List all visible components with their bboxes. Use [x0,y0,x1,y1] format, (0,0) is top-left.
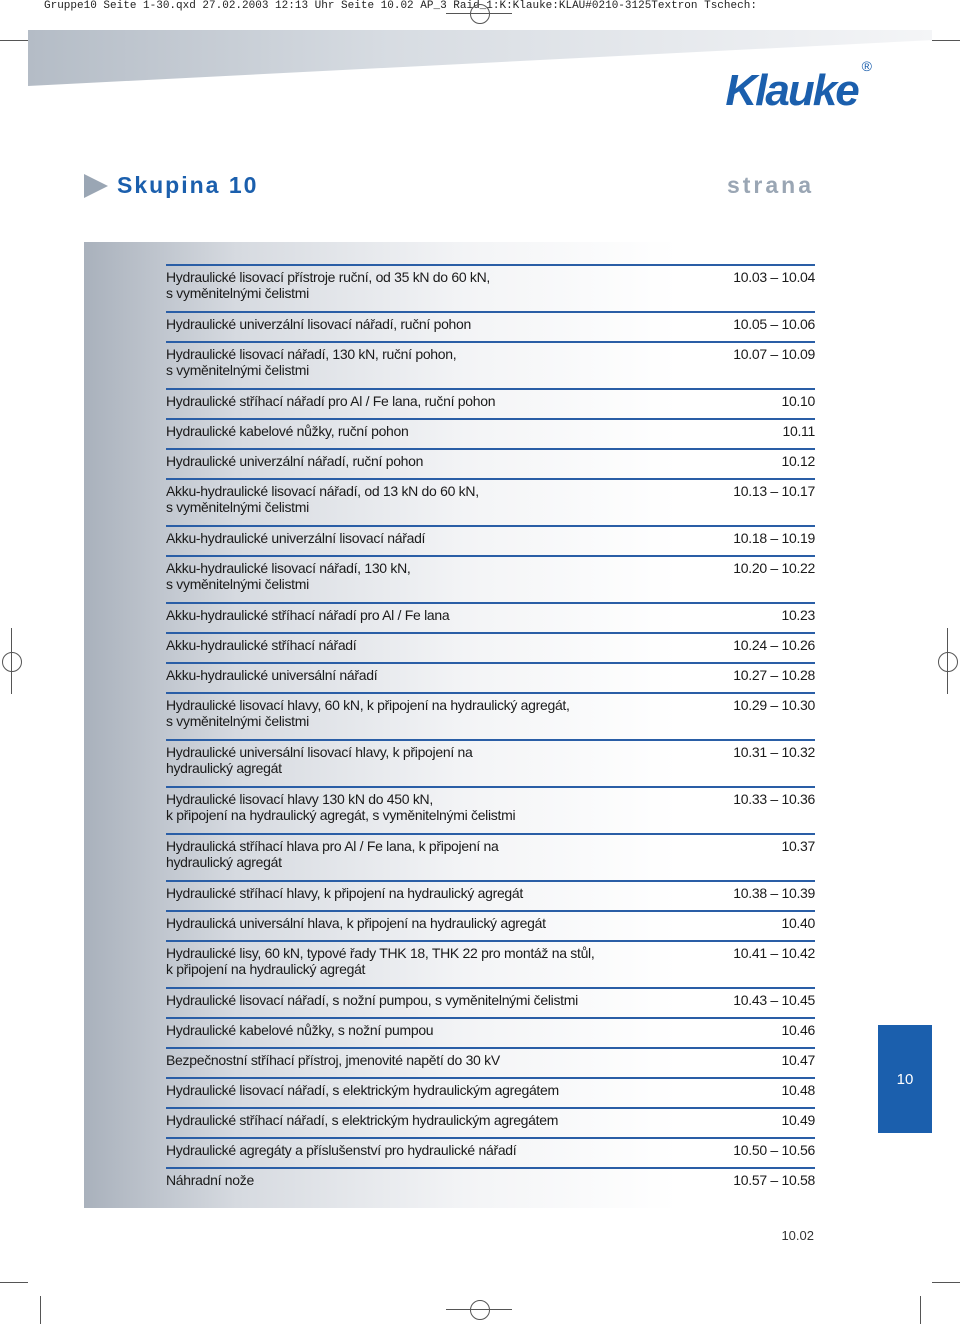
arrow-right-icon [84,174,108,198]
toc-entry-label: Hydraulické lisovací hlavy 130 kN do 450 kN, k připojení na hydraulický agregát, s vyměnitelnými čelistmi [166,791,516,823]
registered-mark: ® [861,58,870,75]
toc-entry-page: 10.43 – 10.45 [733,992,815,1008]
toc-entry-page: 10.12 [781,453,815,469]
toc-row [166,1017,815,1047]
toc-entry-page: 10.46 [781,1022,815,1038]
registration-mark-icon [470,1300,490,1320]
toc-entry-page: 10.49 [781,1112,815,1128]
toc-entry-label: Hydraulické lisovací nářadí, s elektrickým hydraulickým agregátem [166,1082,559,1098]
registration-mark-icon [470,4,490,24]
registration-crosshair [446,13,512,14]
registration-crosshair [947,628,948,694]
toc-entry-page: 10.07 – 10.09 [733,346,815,362]
toc-row [166,662,815,692]
toc-row [166,388,815,418]
toc-row [166,341,815,388]
toc-entry-label: Hydraulické lisovací hlavy, 60 kN, k připojení na hydraulický agregát, s vyměnitelnými čelistmi [166,697,570,729]
toc-row [166,264,815,311]
toc-entry-page: 10.38 – 10.39 [733,885,815,901]
toc-row [166,739,815,786]
toc-entry-label: Hydraulické stříhací nářadí, s elektrickým hydraulickým agregátem [166,1112,559,1128]
toc-entry-page: 10.13 – 10.17 [733,483,815,499]
registration-crosshair [446,1309,512,1310]
toc-entry-page: 10.57 – 10.58 [733,1172,815,1188]
trim-mark [932,1282,960,1283]
registration-crosshair [11,628,12,694]
toc-entry-page: 10.24 – 10.26 [733,637,815,653]
section-tab-label: 10 [896,1070,914,1088]
toc-entry-label: Hydraulické lisy, 60 kN, typové řady THK 18, THK 22 pro montáž na stůl, k připojení na hydraulický agregát [166,945,595,977]
toc-entry-label: Akku-hydraulické universální nářadí [166,667,378,683]
toc-entry-page: 10.41 – 10.42 [733,945,815,961]
toc-row [166,1077,815,1107]
toc-entry-label: Akku-hydraulické stříhací nářadí [166,637,357,653]
toc-entry-label: Akku-hydraulické univerzální lisovací nářadí [166,530,426,546]
print-slug-line: Gruppe10 Seite 1-30.qxd 27.02.2003 12:13 Uhr Seite 10.02 AP_3 Raid_1:K:Klauke:KLAU#0210-3125Textron Tschech: [44,0,757,12]
toc-row [166,786,815,833]
toc-entry-page: 10.31 – 10.32 [733,744,815,760]
registration-mark-icon [938,652,958,672]
toc-row [166,1137,815,1167]
toc-entry-page: 10.47 [781,1052,815,1068]
toc-entry-page: 10.50 – 10.56 [733,1142,815,1158]
trim-mark [0,40,28,41]
toc-entry-page: 10.11 [782,423,815,439]
toc-entry-label: Hydraulické stříhací hlavy, k připojení na hydraulický agregát [166,885,523,901]
toc-entry-label: Hydraulické kabelové nůžky, s nožní pumpou [166,1022,434,1038]
toc-row [166,940,815,987]
toc-entry-page: 10.33 – 10.36 [733,791,815,807]
toc-entry-page: 10.10 [781,393,815,409]
toc-entry-label: Hydraulické stříhací nářadí pro Al / Fe lana, ruční pohon [166,393,496,409]
page-column-label: strana [726,172,814,198]
toc-entry-label: Hydraulické lisovací nářadí, 130 kN, ruční pohon, s vyměnitelnými čelistmi [166,346,457,378]
toc-row [166,525,815,555]
toc-row [166,478,815,525]
toc-entry-page: 10.03 – 10.04 [733,269,815,285]
toc-entry-label: Hydraulické lisovací přístroje ruční, od 35 kN do 60 kN, s vyměnitelnými čelistmi [166,269,491,301]
toc-entry-page: 10.05 – 10.06 [733,316,815,332]
toc-entry-page: 10.20 – 10.22 [733,560,815,576]
toc-entry-page: 10.18 – 10.19 [733,530,815,546]
toc-row [166,602,815,632]
toc-entry-label: Hydraulické universální lisovací hlavy, k připojení na hydraulický agregát [166,744,473,776]
toc-entry-label: Hydraulické lisovací nářadí, s nožní pumpou, s vyměnitelnými čelistmi [166,992,578,1008]
toc-entry-label: Akku-hydraulické lisovací nářadí, od 13 kN do 60 kN, s vyměnitelnými čelistmi [166,483,479,515]
trim-mark [40,1296,41,1324]
toc-row [166,833,815,880]
toc-row [166,1167,815,1197]
toc-row [166,1047,815,1077]
toc-entry-label: Náhradní nože [166,1172,254,1188]
toc-entry-page: 10.37 [781,838,815,854]
registration-mark-icon [2,652,22,672]
section-tab [878,1025,932,1133]
toc-row [166,555,815,602]
toc-entry-label: Hydraulické univerzální lisovací nářadí, ruční pohon [166,316,472,332]
toc-entry-page: 10.27 – 10.28 [733,667,815,683]
trim-mark [920,1296,921,1324]
toc-entry-label: Akku-hydraulické lisovací nářadí, 130 kN, s vyměnitelnými čelistmi [166,560,411,592]
toc-entry-page: 10.29 – 10.30 [733,697,815,713]
toc-entry-label: Hydraulické kabelové nůžky, ruční pohon [166,423,409,439]
toc-row [166,311,815,341]
toc-row [166,418,815,448]
klauke-logo [725,58,870,116]
toc-entry-label: Hydraulická universální hlava, k připojení na hydraulický agregát [166,915,546,931]
page-number: 10.02 [781,1228,814,1243]
toc-entry-label: Hydraulické univerzální nářadí, ruční pohon [166,453,424,469]
group-title: Skupina 10 [117,172,259,198]
trim-mark [932,40,960,41]
toc-entry-label: Hydraulické agregáty a příslušenství pro hydraulické nářadí [166,1142,517,1158]
toc-row [166,1107,815,1137]
trim-mark [0,1282,28,1283]
toc-entry-page: 10.23 [781,607,815,623]
toc-entry-page: 10.40 [781,915,815,931]
toc-entry-page: 10.48 [781,1082,815,1098]
toc-row [166,632,815,662]
table-of-contents [166,264,815,1197]
toc-entry-label: Hydraulická stříhací hlava pro Al / Fe lana, k připojení na hydraulický agregát [166,838,499,870]
toc-row [166,910,815,940]
toc-row [166,880,815,910]
toc-entry-label: Bezpečnostní stříhací přístroj, jmenovité napětí do 30 kV [166,1052,500,1068]
toc-row [166,987,815,1017]
toc-entry-label: Akku-hydraulické stříhací nářadí pro Al / Fe lana [166,607,450,623]
toc-row [166,692,815,739]
toc-row [166,448,815,478]
logo-text: Klauke [725,66,858,115]
